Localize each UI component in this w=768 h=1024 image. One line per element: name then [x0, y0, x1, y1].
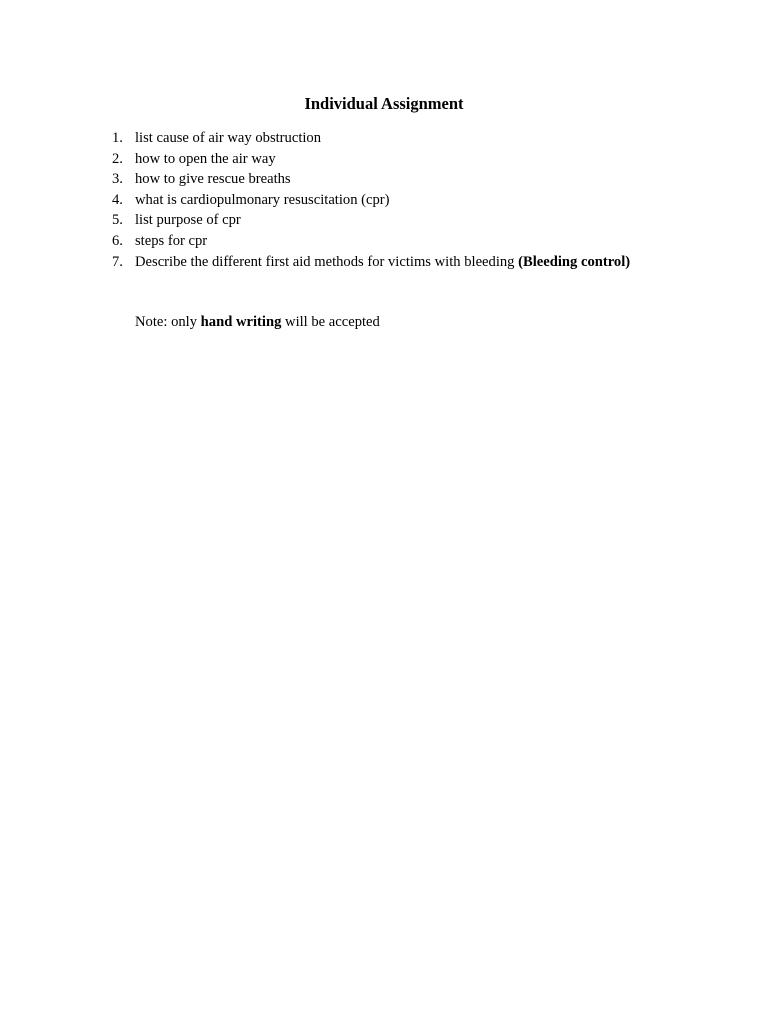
list-item	[112, 231, 712, 252]
list-item	[112, 128, 712, 149]
list-item-number: 3.	[112, 171, 123, 188]
list-item-text: list purpose of cpr	[135, 212, 241, 229]
list-item-number: 6.	[112, 232, 123, 249]
list-item-number: 5.	[112, 212, 123, 229]
note-emphasis: hand writing	[200, 314, 282, 330]
note-prefix: Note: only	[135, 314, 201, 330]
list-item-text: list cause of air way obstruction	[135, 130, 322, 146]
list-item-text: how to open the air way	[135, 150, 276, 167]
list-item-text: what is cardiopulmonary resuscitation (cpr)	[135, 191, 390, 208]
list-item	[112, 149, 712, 170]
list-item	[112, 210, 712, 231]
list-item-text: how to give rescue breaths	[135, 171, 291, 188]
assignment-list	[112, 128, 712, 272]
list-item-number: 1.	[112, 130, 123, 146]
list-item-text: steps for cpr	[135, 232, 208, 249]
list-item	[112, 190, 712, 211]
list-item-number: 4.	[112, 191, 123, 208]
list-item-text	[135, 252, 630, 273]
list-item-number: 2.	[112, 150, 123, 167]
list-item	[112, 252, 712, 273]
list-item-number: 7.	[112, 253, 123, 270]
list-item	[112, 169, 712, 190]
note-text	[135, 312, 380, 333]
note-suffix: will be accepted	[281, 314, 380, 330]
list-item-text-plain: Describe the different first aid methods for victims with bleeding	[135, 253, 519, 270]
page-title: Individual Assignment	[304, 94, 464, 113]
list-item-bold-text: (Bleeding control)	[518, 253, 631, 270]
